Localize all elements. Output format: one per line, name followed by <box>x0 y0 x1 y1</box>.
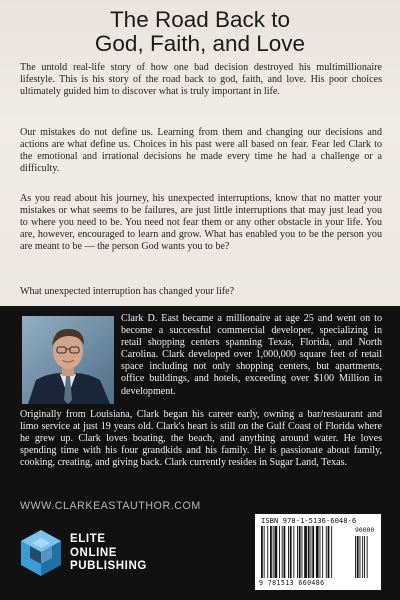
synopsis-paragraph-1: The untold real-life story of how one bad decision destroyed his multimillionaire lifestyle. This is his story of the road back to god, faith, and love. His poor choices ultimately guided him to discover what is truly important in life. <box>20 62 382 97</box>
barcode-bar <box>320 526 321 578</box>
barcode-price-code: 90000 <box>355 526 375 534</box>
barcode-bar <box>311 526 312 578</box>
barcode-addon-bar <box>360 536 361 578</box>
cover-title-line-2: God, Faith, and Love <box>94 31 306 56</box>
author-portrait-image <box>22 316 114 404</box>
barcode-digits: 9 781513 660486 <box>259 579 325 587</box>
isbn-number: ISBN 978-1-5136-6048-6 <box>261 516 357 525</box>
barcode-bar <box>316 526 319 578</box>
isbn-barcode <box>255 514 381 590</box>
barcode-bar <box>275 526 278 578</box>
stacked-cube-logo-icon <box>18 528 64 578</box>
barcode-bar <box>273 526 274 578</box>
cover-title <box>0 8 400 56</box>
author-bio-paragraph-1: Clark D. East became a millionaire at age 25 and went on to become a successful commercial developer, specializing in retail shopping centers spanning Texas, Florida, and North Carolina. Clark developed over 1,000,000 square feet of retail space including not only shopping centers, but apartments, office buildings, and hotels, exceeding over $100 Million in development. <box>121 313 382 397</box>
synopsis-paragraph-3: As you read about his journey, his unexpected interruptions, know that no matter your mistakes or what seems to be failures, are just little interruptions that may just lead you to where you need to be. You need not fear them or any other obstacle in your life. You are, however, encouraged to learn and grow. What has enabled you to be the person you are meant to be — the person God wants you to be? <box>20 193 382 252</box>
barcode-bar <box>270 526 272 578</box>
barcode-bar <box>279 526 280 578</box>
barcode-addon-bar <box>364 536 365 578</box>
synopsis-paragraph-2: Our mistakes do not define us. Learning from them and changing our decisions and actions are what define us. Choices in his past were all based on fear. Fear led Clark to the emotional and irrational decisions he made every time he had a challenge or a difficulty. <box>20 127 382 174</box>
closing-question: What unexpected interruption has changed your life? <box>20 286 235 297</box>
cover-title-line-1: The Road Back to <box>109 7 291 32</box>
author-website-link[interactable]: WWW.CLARKEASTAUTHOR.COM <box>20 500 201 512</box>
barcode-bar <box>308 526 310 578</box>
barcode-addon-bar <box>357 536 359 578</box>
barcode-bar <box>261 526 263 578</box>
barcode-bar <box>322 526 323 578</box>
barcode-bar <box>299 526 301 578</box>
barcode-bar <box>304 526 307 578</box>
barcode-bar <box>297 526 298 578</box>
publisher-name-line-2: ONLINE <box>70 546 118 559</box>
publisher-logo <box>18 523 178 583</box>
barcode-bar <box>328 526 330 578</box>
barcode-bar <box>331 526 332 578</box>
barcode-addon-bar <box>355 536 356 578</box>
barcode-addon-bar <box>367 536 368 578</box>
barcode-bar <box>282 526 283 578</box>
barcode-addon-bar <box>362 536 363 578</box>
publisher-name <box>70 533 147 574</box>
publisher-name-line-1: ELITE <box>70 533 106 545</box>
barcode-bar <box>293 526 294 578</box>
barcode-bar <box>290 526 292 578</box>
barcode-bar <box>288 526 289 578</box>
barcode-bar <box>264 526 265 578</box>
barcode-bar <box>284 526 286 578</box>
barcode-bar <box>302 526 303 578</box>
author-photo <box>22 316 114 404</box>
barcode-bar <box>312 526 314 578</box>
barcode-bar <box>326 526 327 578</box>
barcode-bar <box>267 526 268 578</box>
author-bio-paragraph-2: Originally from Louisiana, Clark began his career early, owning a bar/restaurant and limo service at just 19 years old. Clark's heart is still on the Gulf Coast of Florida where he grew up. Clark loves boating, the beach, and anything around water. He loves spending time with his four grandkids and his family. He is passionate about family, cooking, creating, and giving back. Clark currently resides in Sugar Land, Texas. <box>20 409 382 469</box>
publisher-name-line-3: PUBLISHING <box>70 560 147 572</box>
